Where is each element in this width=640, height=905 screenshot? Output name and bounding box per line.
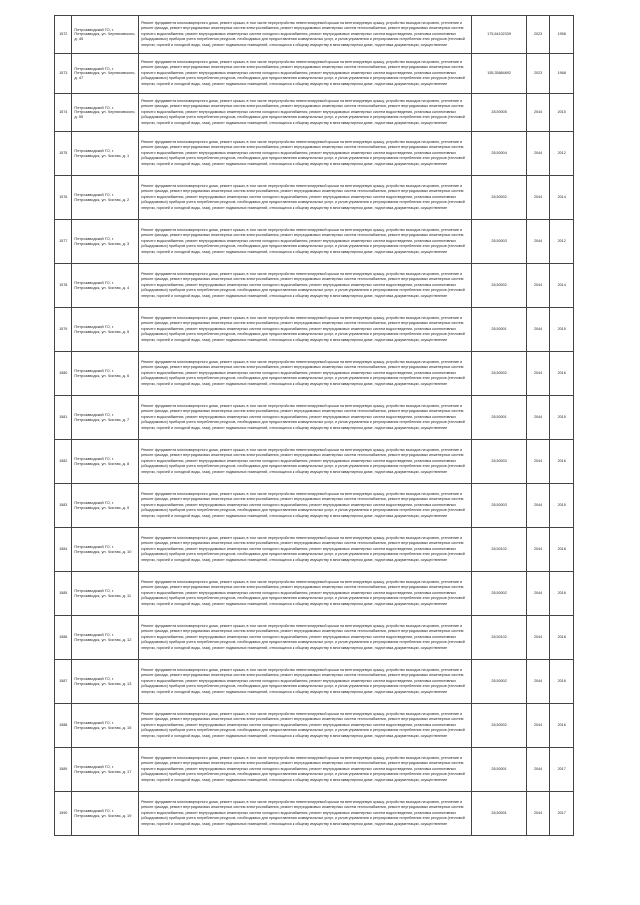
row-address: Петрозаводский ГО, г. Петрозаводск, ул. Чистая, д. 4 xyxy=(72,264,139,308)
row-year-commissioning: 2018 xyxy=(550,616,574,660)
table-row xyxy=(55,616,574,660)
row-works-text: Ремонт фундамента многоквартирного дома, ремонт крыши, в том числе переустройство невентилируемой крыши на вентилируемую крышу, устройство выходов на кровлю, утепление и ремонт фасада, ремонт внутридомовых инженерных систем электроснабжения, ремонт внутридомовых инженерных систем теплоснабжения, ремонт внутридомовых инженерных систем горячего водоснабжения, ремонт внутридомовых инженерных систем холодного водоснабжения, ремонт внутридомовых инженерных систем водоотведения, установка коллективных (общедомовых) приборов учета потребления ресурсов, необходимых для предоставления коммунальных услуг, и узлов управления и регулирования потребления этих ресурсов (тепловой энергии, горячей и холодной воды, газа), ремонт подвальных помещений, относящихся к общему имуществу в многоквартирном доме, подготовка документации, осуществление xyxy=(141,447,465,474)
table-row xyxy=(55,16,574,54)
row-number: 1588 xyxy=(55,704,72,748)
row-cost: 28,50002 xyxy=(472,352,526,396)
row-number: 1585 xyxy=(55,572,72,616)
row-number: 1575 xyxy=(55,132,72,176)
row-address: Петрозаводский ГО, г. Петрозаводск, ул. Чистая, д. 13 xyxy=(72,660,139,704)
row-year-completion: 2044 xyxy=(526,396,550,440)
row-works xyxy=(139,792,472,836)
row-year-completion: 2044 xyxy=(526,220,550,264)
row-year-commissioning: 2014 xyxy=(550,176,574,220)
row-cost: 28,50002 xyxy=(472,704,526,748)
row-number: 1576 xyxy=(55,176,72,220)
row-number: 1577 xyxy=(55,220,72,264)
table-row xyxy=(55,792,574,836)
row-works-text: Ремонт фундамента многоквартирного дома, ремонт крыши, в том числе переустройство невентилируемой крыши на вентилируемую крышу, устройство выходов на кровлю, утепление и ремонт фасада, ремонт внутридомовых инженерных систем электроснабжения, ремонт внутридомовых инженерных систем теплоснабжения, ремонт внутридомовых инженерных систем горячего водоснабжения, ремонт внутридомовых инженерных систем холодного водоснабжения, ремонт внутридомовых инженерных систем водоотведения, установка коллективных (общедомовых) приборов учета потребления ресурсов, необходимых для предоставления коммунальных услуг, и узлов управления и регулирования потребления этих ресурсов (тепловой энергии, горячей и холодной воды, газа), ремонт подвальных помещений, относящихся к общему имуществу в многоквартирном доме, подготовка документации, осуществление xyxy=(141,579,465,606)
row-works xyxy=(139,440,472,484)
row-year-commissioning: 1968 xyxy=(550,54,574,94)
row-works xyxy=(139,176,472,220)
row-number: 1587 xyxy=(55,660,72,704)
row-address: Петрозаводский ГО, г. Петрозаводск, ул. Чистая, д. 9 xyxy=(72,484,139,528)
row-works-text: Ремонт фундамента многоквартирного дома, ремонт крыши, в том числе переустройство невентилируемой крыши на вентилируемую крышу, устройство выходов на кровлю, утепление и ремонт фасада, ремонт внутридомовых инженерных систем электроснабжения, ремонт внутридомовых инженерных систем теплоснабжения, ремонт внутридомовых инженерных систем горячего водоснабжения, ремонт внутридомовых инженерных систем холодного водоснабжения, ремонт внутридомовых инженерных систем водоотведения, установка коллективных (общедомовых) приборов учета потребления ресурсов, необходимых для предоставления коммунальных услуг, и узлов управления и регулирования потребления этих ресурсов (тепловой энергии, горячей и холодной воды, газа), ремонт подвальных помещений, относящихся к общему имуществу в многоквартирном доме, подготовка документации, осуществление xyxy=(141,623,465,650)
row-year-commissioning: 2016 xyxy=(550,660,574,704)
works-table-body xyxy=(55,16,574,836)
row-cost: 28,50005 xyxy=(472,94,526,132)
row-address: Петрозаводский ГО, г. Петрозаводск, ул. Чистая, д. 15 xyxy=(72,704,139,748)
row-number: 1590 xyxy=(55,792,72,836)
row-number: 1573 xyxy=(55,54,72,94)
row-works xyxy=(139,264,472,308)
row-year-commissioning: 2016 xyxy=(550,440,574,484)
row-address: Петрозаводский ГО, г. Петрозаводск, ул. Чистая, д. 7 xyxy=(72,396,139,440)
row-year-commissioning: 2012 xyxy=(550,220,574,264)
row-cost: 28,50001 xyxy=(472,748,526,792)
row-works xyxy=(139,396,472,440)
row-year-commissioning: 2015 xyxy=(550,94,574,132)
row-year-commissioning: 2017 xyxy=(550,792,574,836)
row-works xyxy=(139,220,472,264)
row-works xyxy=(139,352,472,396)
table-row xyxy=(55,748,574,792)
row-year-completion: 2023 xyxy=(526,16,550,54)
row-works-text: Ремонт фундамента многоквартирного дома, ремонт крыши, в том числе переустройство невентилируемой крыши на вентилируемую крышу, устройство выходов на кровлю, утепление и ремонт фасада, ремонт внутридомовых инженерных систем электроснабжения, ремонт внутридомовых инженерных систем теплоснабжения, ремонт внутридомовых инженерных систем горячего водоснабжения, ремонт внутридомовых инженерных систем холодного водоснабжения, ремонт внутридомовых инженерных систем водоотведения, установка коллективных (общедомовых) приборов учета потребления ресурсов, необходимых для предоставления коммунальных услуг, и узлов управления и регулирования потребления этих ресурсов (тепловой энергии, горячей и холодной воды, газа), ремонт подвальных помещений, относящихся к общему имуществу в многоквартирном доме, подготовка документации, осуществление xyxy=(141,667,465,694)
row-year-completion: 2023 xyxy=(526,54,550,94)
row-cost: 28,50002 xyxy=(472,264,526,308)
row-year-completion: 2044 xyxy=(526,352,550,396)
row-works-text: Ремонт фундамента многоквартирного дома, ремонт крыши, в том числе переустройство невентилируемой крыши на вентилируемую крышу, устройство выходов на кровлю, утепление и ремонт фасада, ремонт внутридомовых инженерных систем электроснабжения, ремонт внутридомовых инженерных систем теплоснабжения, ремонт внутридомовых инженерных систем горячего водоснабжения, ремонт внутридомовых инженерных систем холодного водоснабжения, ремонт внутридомовых инженерных систем водоотведения, установка коллективных (общедомовых) приборов учета потребления ресурсов, необходимых для предоставления коммунальных услуг, и узлов управления и регулирования потребления этих ресурсов (тепловой энергии, горячей и холодной воды, газа), ремонт подвальных помещений, относящихся к общему имуществу в многоквартирном доме, подготовка документации, осуществление xyxy=(141,271,465,298)
row-works-text: Ремонт фундамента многоквартирного дома, ремонт крыши, в том числе переустройство невентилируемой крыши на вентилируемую крышу, устройство выходов на кровлю, утепление и ремонт фасада, ремонт внутридомовых инженерных систем электроснабжения, ремонт внутридомовых инженерных систем теплоснабжения, ремонт внутридомовых инженерных систем горячего водоснабжения, ремонт внутридомовых инженерных систем холодного водоснабжения, ремонт внутридомовых инженерных систем водоотведения, установка коллективных (общедомовых) приборов учета потребления ресурсов, необходимых для предоставления коммунальных услуг, и узлов управления и регулирования потребления этих ресурсов (тепловой энергии, горячей и холодной воды, газа), ремонт подвальных помещений, относящихся к общему имуществу в многоквартирном доме, подготовка документации, осуществление xyxy=(141,20,465,47)
row-year-completion: 2044 xyxy=(526,616,550,660)
row-address: Петрозаводский ГО, г. Петрозаводск, ул. Чистая, д. 12 xyxy=(72,616,139,660)
table-row xyxy=(55,94,574,132)
row-works xyxy=(139,704,472,748)
row-number: 1574 xyxy=(55,94,72,132)
row-number: 1584 xyxy=(55,528,72,572)
table-row xyxy=(55,308,574,352)
row-year-completion: 2044 xyxy=(526,704,550,748)
row-address: Петрозаводский ГО, г. Петрозаводск, ул. Чистая, д. 5 xyxy=(72,308,139,352)
row-works xyxy=(139,94,472,132)
row-address: Петрозаводский ГО, г. Петрозаводск, ул. Черняховского, д. 45 xyxy=(72,16,139,54)
row-year-completion: 2044 xyxy=(526,264,550,308)
row-works-text: Ремонт фундамента многоквартирного дома, ремонт крыши, в том числе переустройство невентилируемой крыши на вентилируемую крышу, устройство выходов на кровлю, утепление и ремонт фасада, ремонт внутридомовых инженерных систем электроснабжения, ремонт внутридомовых инженерных систем теплоснабжения, ремонт внутридомовых инженерных систем горячего водоснабжения, ремонт внутридомовых инженерных систем холодного водоснабжения, ремонт внутридомовых инженерных систем водоотведения, установка коллективных (общедомовых) приборов учета потребления ресурсов, необходимых для предоставления коммунальных услуг, и узлов управления и регулирования потребления этих ресурсов (тепловой энергии, горячей и холодной воды, газа), ремонт подвальных помещений, относящихся к общему имуществу в многоквартирном доме, подготовка документации, осуществление xyxy=(141,227,465,254)
row-works xyxy=(139,528,472,572)
row-cost: 28,50003 xyxy=(472,440,526,484)
row-cost: 28,50004 xyxy=(472,132,526,176)
table-row xyxy=(55,572,574,616)
row-cost: 28,50002 xyxy=(472,572,526,616)
row-cost: 155,35884692 xyxy=(472,54,526,94)
row-cost: 28,50002 xyxy=(472,660,526,704)
row-number: 1582 xyxy=(55,440,72,484)
row-address: Петрозаводский ГО, г. Петрозаводск, ул. Чистая, д. 2 xyxy=(72,176,139,220)
row-works-text: Ремонт фундамента многоквартирного дома, ремонт крыши, в том числе переустройство невентилируемой крыши на вентилируемую крышу, устройство выходов на кровлю, утепление и ремонт фасада, ремонт внутридомовых инженерных систем электроснабжения, ремонт внутридомовых инженерных систем теплоснабжения, ремонт внутридомовых инженерных систем горячего водоснабжения, ремонт внутридомовых инженерных систем холодного водоснабжения, ремонт внутридомовых инженерных систем водоотведения, установка коллективных (общедомовых) приборов учета потребления ресурсов, необходимых для предоставления коммунальных услуг, и узлов управления и регулирования потребления этих ресурсов (тепловой энергии, горячей и холодной воды, газа), ремонт подвальных помещений, относящихся к общему имуществу в многоквартирном доме, подготовка документации, осуществление xyxy=(141,183,465,210)
row-address: Петрозаводский ГО, г. Петрозаводск, ул. Чистая, д. 10 xyxy=(72,528,139,572)
works-table xyxy=(54,15,574,836)
table-row xyxy=(55,264,574,308)
row-year-commissioning: 2016 xyxy=(550,352,574,396)
table-row xyxy=(55,132,574,176)
row-works-text: Ремонт фундамента многоквартирного дома, ремонт крыши, в том числе переустройство невентилируемой крыши на вентилируемую крышу, устройство выходов на кровлю, утепление и ремонт фасада, ремонт внутридомовых инженерных систем электроснабжения, ремонт внутридомовых инженерных систем теплоснабжения, ремонт внутридомовых инженерных систем горячего водоснабжения, ремонт внутридомовых инженерных систем холодного водоснабжения, ремонт внутридомовых инженерных систем водоотведения, установка коллективных (общедомовых) приборов учета потребления ресурсов, необходимых для предоставления коммунальных услуг, и узлов управления и регулирования потребления этих ресурсов (тепловой энергии, горячей и холодной воды, газа), ремонт подвальных помещений, относящихся к общему имуществу в многоквартирном доме, подготовка документации, осуществление xyxy=(141,359,465,386)
row-year-commissioning: 2012 xyxy=(550,132,574,176)
row-number: 1580 xyxy=(55,352,72,396)
row-works-text: Ремонт фундамента многоквартирного дома, ремонт крыши, в том числе переустройство невентилируемой крыши на вентилируемую крышу, устройство выходов на кровлю, утепление и ремонт фасада, ремонт внутридомовых инженерных систем электроснабжения, ремонт внутридомовых инженерных систем теплоснабжения, ремонт внутридомовых инженерных систем горячего водоснабжения, ремонт внутридомовых инженерных систем холодного водоснабжения, ремонт внутридомовых инженерных систем водоотведения, установка коллективных (общедомовых) приборов учета потребления ресурсов, необходимых для предоставления коммунальных услуг, и узлов управления и регулирования потребления этих ресурсов (тепловой энергии, горячей и холодной воды, газа), ремонт подвальных помещений, относящихся к общему имуществу в многоквартирном доме, подготовка документации, осуществление xyxy=(141,403,465,430)
row-cost: 28,50001 xyxy=(472,308,526,352)
row-number: 1579 xyxy=(55,308,72,352)
row-works-text: Ремонт фундамента многоквартирного дома, ремонт крыши, в том числе переустройство невентилируемой крыши на вентилируемую крышу, устройство выходов на кровлю, утепление и ремонт фасада, ремонт внутридомовых инженерных систем электроснабжения, ремонт внутридомовых инженерных систем теплоснабжения, ремонт внутридомовых инженерных систем горячего водоснабжения, ремонт внутридомовых инженерных систем холодного водоснабжения, ремонт внутридомовых инженерных систем водоотведения, установка коллективных (общедомовых) приборов учета потребления ресурсов, необходимых для предоставления коммунальных услуг, и узлов управления и регулирования потребления этих ресурсов (тепловой энергии, горячей и холодной воды, газа), ремонт подвальных помещений, относящихся к общему имуществу в многоквартирном доме, подготовка документации, осуществление xyxy=(141,711,465,738)
row-year-completion: 2044 xyxy=(526,748,550,792)
row-address: Петрозаводский ГО, г. Петрозаводск, ул. Черняховского, д. 47 xyxy=(72,54,139,94)
row-works xyxy=(139,616,472,660)
row-cost: 28,50002 xyxy=(472,176,526,220)
row-year-completion: 2044 xyxy=(526,132,550,176)
row-works xyxy=(139,54,472,94)
table-row xyxy=(55,396,574,440)
row-number: 1586 xyxy=(55,616,72,660)
table-row xyxy=(55,440,574,484)
row-address: Петрозаводский ГО, г. Петрозаводск, ул. Чистая, д. 19 xyxy=(72,792,139,836)
row-year-completion: 2044 xyxy=(526,440,550,484)
row-year-completion: 2044 xyxy=(526,572,550,616)
row-cost: 175,64102339 xyxy=(472,16,526,54)
row-year-commissioning: 1958 xyxy=(550,16,574,54)
table-row xyxy=(55,54,574,94)
table-row xyxy=(55,704,574,748)
table-row xyxy=(55,528,574,572)
row-cost: 28,50003 xyxy=(472,484,526,528)
table-row xyxy=(55,352,574,396)
table-row xyxy=(55,484,574,528)
row-works-text: Ремонт фундамента многоквартирного дома, ремонт крыши, в том числе переустройство невентилируемой крыши на вентилируемую крышу, устройство выходов на кровлю, утепление и ремонт фасада, ремонт внутридомовых инженерных систем электроснабжения, ремонт внутридомовых инженерных систем теплоснабжения, ремонт внутридомовых инженерных систем горячего водоснабжения, ремонт внутридомовых инженерных систем холодного водоснабжения, ремонт внутридомовых инженерных систем водоотведения, установка коллективных (общедомовых) приборов учета потребления ресурсов, необходимых для предоставления коммунальных услуг, и узлов управления и регулирования потребления этих ресурсов (тепловой энергии, горячей и холодной воды, газа), ремонт подвальных помещений, относящихся к общему имуществу в многоквартирном доме, подготовка документации, осуществление xyxy=(141,98,465,125)
row-year-completion: 2044 xyxy=(526,484,550,528)
row-year-completion: 2044 xyxy=(526,308,550,352)
row-works xyxy=(139,572,472,616)
row-number: 1589 xyxy=(55,748,72,792)
row-works xyxy=(139,748,472,792)
row-address: Петрозаводский ГО, г. Петрозаводск, ул. Чистая, д. 11 xyxy=(72,572,139,616)
row-cost: 28,50102 xyxy=(472,528,526,572)
row-works xyxy=(139,16,472,54)
row-year-completion: 2044 xyxy=(526,792,550,836)
row-works-text: Ремонт фундамента многоквартирного дома, ремонт крыши, в том числе переустройство невентилируемой крыши на вентилируемую крышу, устройство выходов на кровлю, утепление и ремонт фасада, ремонт внутридомовых инженерных систем электроснабжения, ремонт внутридомовых инженерных систем теплоснабжения, ремонт внутридомовых инженерных систем горячего водоснабжения, ремонт внутридомовых инженерных систем холодного водоснабжения, ремонт внутридомовых инженерных систем водоотведения, установка коллективных (общедомовых) приборов учета потребления ресурсов, необходимых для предоставления коммунальных услуг, и узлов управления и регулирования потребления этих ресурсов (тепловой энергии, горячей и холодной воды, газа), ремонт подвальных помещений, относящихся к общему имуществу в многоквартирном доме, подготовка документации, осуществление xyxy=(141,139,465,166)
row-cost: 28,50001 xyxy=(472,792,526,836)
row-address: Петрозаводский ГО, г. Петрозаводск, ул. Чистая, д. 8 xyxy=(72,440,139,484)
row-number: 1583 xyxy=(55,484,72,528)
row-year-commissioning: 2018 xyxy=(550,528,574,572)
row-works xyxy=(139,132,472,176)
row-works xyxy=(139,660,472,704)
row-address: Петрозаводский ГО, г. Петрозаводск, ул. Чистая, д. 1 xyxy=(72,132,139,176)
row-works xyxy=(139,484,472,528)
row-address: Петрозаводский ГО, г. Петрозаводск, ул. Черняховского, д. 59 xyxy=(72,94,139,132)
row-works-text: Ремонт фундамента многоквартирного дома, ремонт крыши, в том числе переустройство невентилируемой крыши на вентилируемую крышу, устройство выходов на кровлю, утепление и ремонт фасада, ремонт внутридомовых инженерных систем электроснабжения, ремонт внутридомовых инженерных систем теплоснабжения, ремонт внутридомовых инженерных систем горячего водоснабжения, ремонт внутридомовых инженерных систем холодного водоснабжения, ремонт внутридомовых инженерных систем водоотведения, установка коллективных (общедомовых) приборов учета потребления ресурсов, необходимых для предоставления коммунальных услуг, и узлов управления и регулирования потребления этих ресурсов (тепловой энергии, горячей и холодной воды, газа), ремонт подвальных помещений, относящихся к общему имуществу в многоквартирном доме, подготовка документации, осуществление xyxy=(141,799,465,826)
table-row xyxy=(55,176,574,220)
row-year-commissioning: 2014 xyxy=(550,264,574,308)
row-address: Петрозаводский ГО, г. Петрозаводск, ул. Чистая, д. 6 xyxy=(72,352,139,396)
row-number: 1581 xyxy=(55,396,72,440)
row-year-completion: 2044 xyxy=(526,528,550,572)
row-works-text: Ремонт фундамента многоквартирного дома, ремонт крыши, в том числе переустройство невентилируемой крыши на вентилируемую крышу, устройство выходов на кровлю, утепление и ремонт фасада, ремонт внутридомовых инженерных систем электроснабжения, ремонт внутридомовых инженерных систем теплоснабжения, ремонт внутридомовых инженерных систем горячего водоснабжения, ремонт внутридомовых инженерных систем холодного водоснабжения, ремонт внутридомовых инженерных систем водоотведения, установка коллективных (общедомовых) приборов учета потребления ресурсов, необходимых для предоставления коммунальных услуг, и узлов управления и регулирования потребления этих ресурсов (тепловой энергии, горячей и холодной воды, газа), ремонт подвальных помещений, относящихся к общему имуществу в многоквартирном доме, подготовка документации, осуществление xyxy=(141,59,465,86)
row-works-text: Ремонт фундамента многоквартирного дома, ремонт крыши, в том числе переустройство невентилируемой крыши на вентилируемую крышу, устройство выходов на кровлю, утепление и ремонт фасада, ремонт внутридомовых инженерных систем электроснабжения, ремонт внутридомовых инженерных систем теплоснабжения, ремонт внутридомовых инженерных систем горячего водоснабжения, ремонт внутридомовых инженерных систем холодного водоснабжения, ремонт внутридомовых инженерных систем водоотведения, установка коллективных (общедомовых) приборов учета потребления ресурсов, необходимых для предоставления коммунальных услуг, и узлов управления и регулирования потребления этих ресурсов (тепловой энергии, горячей и холодной воды, газа), ремонт подвальных помещений, относящихся к общему имуществу в многоквартирном доме, подготовка документации, осуществление xyxy=(141,535,465,562)
row-year-commissioning: 2015 xyxy=(550,308,574,352)
row-year-completion: 2044 xyxy=(526,176,550,220)
row-number: 1572 xyxy=(55,16,72,54)
row-address: Петрозаводский ГО, г. Петрозаводск, ул. Чистая, д. 17 xyxy=(72,748,139,792)
row-works xyxy=(139,308,472,352)
row-cost: 28,50102 xyxy=(472,616,526,660)
row-cost: 28,50001 xyxy=(472,396,526,440)
row-year-commissioning: 2016 xyxy=(550,704,574,748)
row-year-completion: 2044 xyxy=(526,660,550,704)
row-number: 1578 xyxy=(55,264,72,308)
row-works-text: Ремонт фундамента многоквартирного дома, ремонт крыши, в том числе переустройство невентилируемой крыши на вентилируемую крышу, устройство выходов на кровлю, утепление и ремонт фасада, ремонт внутридомовых инженерных систем электроснабжения, ремонт внутридомовых инженерных систем теплоснабжения, ремонт внутридомовых инженерных систем горячего водоснабжения, ремонт внутридомовых инженерных систем холодного водоснабжения, ремонт внутридомовых инженерных систем водоотведения, установка коллективных (общедомовых) приборов учета потребления ресурсов, необходимых для предоставления коммунальных услуг, и узлов управления и регулирования потребления этих ресурсов (тепловой энергии, горячей и холодной воды, газа), ремонт подвальных помещений, относящихся к общему имуществу в многоквартирном доме, подготовка документации, осуществление xyxy=(141,491,465,518)
row-address: Петрозаводский ГО, г. Петрозаводск, ул. Чистая, д. 3 xyxy=(72,220,139,264)
row-cost: 28,50003 xyxy=(472,220,526,264)
row-year-commissioning: 2015 xyxy=(550,484,574,528)
table-row xyxy=(55,660,574,704)
row-year-commissioning: 2015 xyxy=(550,396,574,440)
row-works-text: Ремонт фундамента многоквартирного дома, ремонт крыши, в том числе переустройство невентилируемой крыши на вентилируемую крышу, устройство выходов на кровлю, утепление и ремонт фасада, ремонт внутридомовых инженерных систем электроснабжения, ремонт внутридомовых инженерных систем теплоснабжения, ремонт внутридомовых инженерных систем горячего водоснабжения, ремонт внутридомовых инженерных систем холодного водоснабжения, ремонт внутридомовых инженерных систем водоотведения, установка коллективных (общедомовых) приборов учета потребления ресурсов, необходимых для предоставления коммунальных услуг, и узлов управления и регулирования потребления этих ресурсов (тепловой энергии, горячей и холодной воды, газа), ремонт подвальных помещений, относящихся к общему имуществу в многоквартирном доме, подготовка документации, осуществление xyxy=(141,755,465,782)
row-year-completion: 2044 xyxy=(526,94,550,132)
row-year-commissioning: 2016 xyxy=(550,572,574,616)
row-works-text: Ремонт фундамента многоквартирного дома, ремонт крыши, в том числе переустройство невентилируемой крыши на вентилируемую крышу, устройство выходов на кровлю, утепление и ремонт фасада, ремонт внутридомовых инженерных систем электроснабжения, ремонт внутридомовых инженерных систем теплоснабжения, ремонт внутридомовых инженерных систем горячего водоснабжения, ремонт внутридомовых инженерных систем холодного водоснабжения, ремонт внутридомовых инженерных систем водоотведения, установка коллективных (общедомовых) приборов учета потребления ресурсов, необходимых для предоставления коммунальных услуг, и узлов управления и регулирования потребления этих ресурсов (тепловой энергии, горячей и холодной воды, газа), ремонт подвальных помещений, относящихся к общему имуществу в многоквартирном доме, подготовка документации, осуществление xyxy=(141,315,465,342)
row-year-commissioning: 2017 xyxy=(550,748,574,792)
table-row xyxy=(55,220,574,264)
